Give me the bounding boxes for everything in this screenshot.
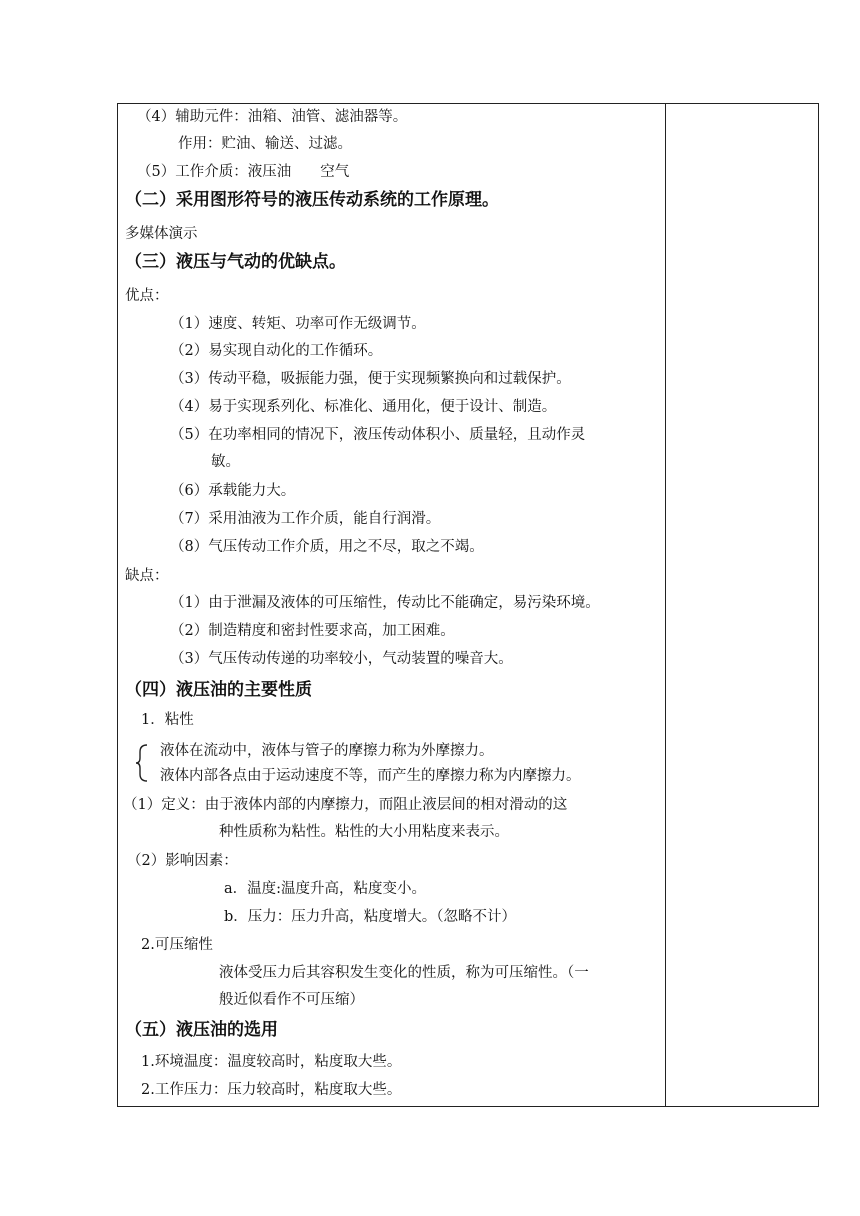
text-line: （2）影响因素： [127, 853, 238, 869]
text-line: （1）速度、转矩、功率可作无级调节。 [170, 316, 426, 332]
text-line: b．压力：压力升高，粘度增大。（忽略不计） [224, 909, 517, 925]
text-line: 2.工作压力：压力较高时，粘度取大些。 [141, 1082, 402, 1098]
text-line: （3）传动平稳，吸振能力强，便于实现频繁换向和过载保护。 [170, 371, 571, 387]
text-line: 液体受压力后其容积发生变化的性质，称为可压缩性。（一 [219, 965, 589, 981]
text-line: 种性质称为粘性。粘性的大小用粘度来表示。 [219, 824, 509, 840]
text-line: 液体在流动中，液体与管子的摩擦力称为外摩擦力。 [160, 743, 494, 759]
text-line: （5）在功率相同的情况下，液压传动体积小、质量轻，且动作灵 [170, 427, 586, 443]
text-line: （7）采用油液为工作介质，能自行润滑。 [170, 511, 441, 527]
text-line: 1.环境温度：温度较高时，粘度取大些。 [141, 1054, 402, 1070]
text-line: 缺点： [125, 568, 169, 584]
text-line: （5）工作介质：液压油 空气 [137, 164, 350, 180]
text-line: 般近似看作不可压缩） [219, 992, 364, 1008]
section-heading: （三）液压与气动的优缺点。 [125, 252, 346, 272]
text-line: 敏。 [211, 454, 240, 470]
text-line: （8）气压传动工作介质，用之不尽，取之不竭。 [170, 539, 484, 555]
text-line: （3）气压传动传递的功率较小，气动装置的噪音大。 [170, 651, 513, 667]
text-line: a．温度:温度升高，粘度变小。 [224, 881, 427, 897]
text-line: （1）定义：由于液体内部的内摩擦力，而阻止液层间的相对滑动的这 [123, 797, 568, 813]
brace-icon [135, 744, 149, 782]
section-heading: （五）液压油的选用 [125, 1020, 278, 1040]
text-line: （4）易于实现系列化、标准化、通用化，便于设计、制造。 [170, 399, 557, 415]
text-line: 优点： [125, 288, 169, 304]
text-line: 2.可压缩性 [141, 937, 213, 953]
text-line: 液体内部各点由于运动速度不等，而产生的摩擦力称为内摩擦力。 [160, 768, 581, 784]
text-line: （2）易实现自动化的工作循环。 [170, 343, 383, 359]
text-line: 1．粘性 [141, 712, 194, 728]
text-line: 多媒体演示 [125, 226, 198, 242]
text-line: 作用：贮油、输送、过滤。 [178, 136, 352, 152]
text-line: （2）制造精度和密封性要求高，加工困难。 [170, 623, 455, 639]
section-heading: （二）采用图形符号的液压传动系统的工作原理。 [125, 190, 499, 210]
column-divider [665, 103, 666, 1107]
text-line: （4）辅助元件：油箱、油管、滤油器等。 [137, 109, 408, 125]
text-line: （6）承载能力大。 [170, 483, 296, 499]
section-heading: （四）液压油的主要性质 [125, 680, 312, 700]
text-line: （1）由于泄漏及液体的可压缩性，传动比不能确定，易污染环境。 [170, 595, 600, 611]
